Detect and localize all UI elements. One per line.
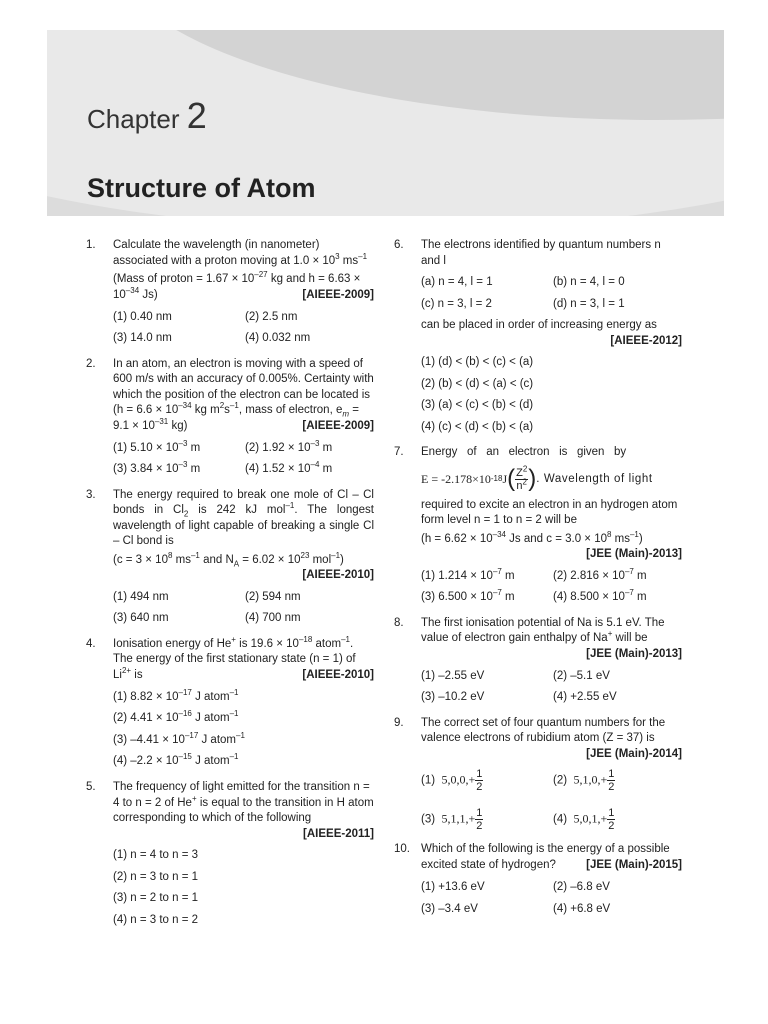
question-text: In an atom, an electron is moving with a speed of 600 m/s with an accuracy of 0.005%. Certainty with which the position of the electron can be located is ($h = 6.6 \times 10^{-34}$ kg $m^2s^{-1}$, mass of electron, $e_m = 9.1 \times 10^{-31}$ kg) <box>113 357 374 432</box>
option[interactable]: (4) $-2.2 \times 10^{-15}$ J atom$^{-1}$ <box>113 752 239 768</box>
question-text: The first ionisation potential of Na is 5.1 eV. The value of electron gain enthalpy of Na+ will be <box>421 616 665 645</box>
fraction: $\frac{Z^2}{n^2}$ <box>516 464 528 492</box>
question-7 <box>394 445 682 612</box>
option[interactable]: (3) 640 nm <box>113 612 169 625</box>
chapter-title: Structure of Atom <box>87 173 316 203</box>
option[interactable]: (3) (a) < (c) < (b) < (d) <box>421 399 534 412</box>
question-number: 8. <box>394 616 404 629</box>
option[interactable]: (2) n = 3 to n = 1 <box>113 870 199 883</box>
question-number: 4. <box>86 637 96 650</box>
option[interactable]: (3) 14.0 nm <box>113 332 172 345</box>
option[interactable]: (2) –5.1 eV <box>553 669 610 682</box>
exam-source: [AIEEE-2010] <box>302 669 374 682</box>
option[interactable]: (1) $1.214 \times 10^{-7}$ m <box>421 567 515 582</box>
quantum-number-items <box>421 275 682 312</box>
question-text: The energy required to break one mole of Cl – Cl bonds in $Cl_2$ is 242 kJ mol$^{-1}$. The longest wavelength of light capable of breaking a single Cl – Cl bond is <box>113 488 374 548</box>
option[interactable]: (4) (c) < (d) < (b) < (a) <box>421 420 534 433</box>
options <box>421 669 682 706</box>
options <box>421 355 682 435</box>
item: (d) n = 3, l = 1 <box>553 297 625 310</box>
question-number: 6. <box>394 239 404 251</box>
question-text: The frequency of light emitted for the transition n = 4 to n = 2 of He+ is equal to the transition in H atom corresponding to which of the following <box>113 780 374 825</box>
question-text-continued: can be placed in order of increasing energy as <box>421 319 657 332</box>
exam-source: [AIEEE-2012] <box>610 334 682 347</box>
option[interactable]: (3) n = 2 to n = 1 <box>113 892 199 905</box>
options <box>113 690 374 770</box>
question-note: (Mass of proton = $1.67 \times 10^{-27}$ kg and $h = 6.63 \times 10^{-34}$ Js) <box>113 270 361 301</box>
option[interactable]: (3) 5,1,1,+ $\frac{1}{2}$ <box>421 807 483 833</box>
option[interactable]: (1) 494 nm <box>113 590 169 603</box>
exam-source: [JEE (Main)-2015] <box>586 859 682 872</box>
options <box>421 569 682 606</box>
option[interactable]: (2) 5,1,0,+ $\frac{1}{2}$ <box>553 768 615 794</box>
option[interactable]: (2) (b) < (d) < (a) < (c) <box>421 377 534 390</box>
options <box>421 768 682 832</box>
question-number: 7. <box>394 446 404 459</box>
question-text: Ionisation energy of He+ is $19.6 \times 10^{-18}$ atom$^{-1}$. The energy of the first stationary state (n = 1) of $Li^{2+}$ is <box>113 635 356 681</box>
question-number: 1. <box>86 239 96 251</box>
question-9 <box>394 716 682 839</box>
option[interactable]: (1) 0.40 nm <box>113 310 172 323</box>
question-number: 9. <box>394 716 404 729</box>
option[interactable]: (2) $1.92 \times 10^{-3}$ m <box>245 438 333 454</box>
option[interactable]: (1) $8.82 \times 10^{-17}$ J atom$^{-1}$ <box>113 688 239 703</box>
option[interactable]: (3) –3.4 eV <box>421 902 478 915</box>
question-note: ($c = 3 \times 10^8$ $ms^{-1}$ and $N_A = 6.02 \times 10^{23}$ mol$^{-1}$) <box>113 550 344 569</box>
option[interactable]: (4) $8.500 \times 10^{-7}$ m <box>553 588 647 604</box>
question-text: Calculate the wavelength (in nanometer) associated with a proton moving at $1.0 \times 10^3$ $ms^{-1}$ <box>113 239 368 267</box>
question-text: The correct set of four quantum numbers for the valence electrons of rubidium atom (Z = 37) is <box>421 716 666 745</box>
option[interactable]: (4) 700 nm <box>245 612 301 625</box>
energy-formula: E = -2.178×10 -18 J ( $\frac{Z^2}{n^2}$ ) . Wavelength of light <box>421 464 653 493</box>
question-number: 2. <box>86 357 96 370</box>
option[interactable]: (4) n = 3 to n = 2 <box>113 913 199 926</box>
exam-source: [AIEEE-2009] <box>302 289 374 302</box>
question-text: The electrons identified by quantum numbers n and l <box>421 239 661 267</box>
option[interactable]: (1) n = 4 to n = 3 <box>113 849 199 862</box>
question-6 <box>394 238 682 441</box>
option[interactable]: (3) –10.2 eV <box>421 691 485 704</box>
option[interactable]: (3) $-4.41 \times 10^{-17}$ J atom$^{-1}$ <box>113 731 245 746</box>
question-5 <box>86 780 374 934</box>
option[interactable]: (2) $4.41 \times 10^{-16}$ J atom$^{-1}$ <box>113 709 239 725</box>
exam-source: [AIEEE-2011] <box>303 827 374 840</box>
item: (c) n = 3, l = 2 <box>421 297 492 310</box>
question-2 <box>86 357 374 484</box>
chapter-label <box>87 92 207 141</box>
right-column <box>394 238 682 927</box>
item: (a) n = 4, l = 1 <box>421 276 493 289</box>
question-3 <box>86 488 374 633</box>
options <box>113 310 374 347</box>
option[interactable]: (1) 5,0,0,+ $\frac{1}{2}$ <box>421 768 483 794</box>
chapter-word: Chapter <box>87 104 180 134</box>
option[interactable]: (4) $1.52 \times 10^{-4}$ m <box>245 460 333 476</box>
question-1 <box>86 238 374 353</box>
option[interactable]: (4) 0.032 nm <box>245 332 311 345</box>
chapter-number: 2 <box>186 95 207 136</box>
options <box>113 590 374 627</box>
option[interactable]: (1) (d) < (b) < (c) < (a) <box>421 356 534 369</box>
option[interactable]: (4) +6.8 eV <box>553 902 611 915</box>
options <box>113 848 374 928</box>
exam-source: [JEE (Main)-2013] <box>586 647 682 660</box>
question-number: 5. <box>86 780 96 793</box>
option[interactable]: (1) +13.6 eV <box>421 881 485 893</box>
option[interactable]: (1) –2.55 eV <box>421 669 485 682</box>
option[interactable]: (4) +2.55 eV <box>553 691 617 704</box>
item: (b) n = 4, l = 0 <box>553 276 625 289</box>
left-paren: ( <box>507 465 516 493</box>
question-number: 3. <box>86 488 96 501</box>
option[interactable]: (2) 594 nm <box>245 590 301 603</box>
question-note: ($h = 6.62 \times 10^{-34}$ Js and $c = 3.0 \times 10^8$ $ms^{-1}$) <box>421 530 643 545</box>
exam-source: [AIEEE-2009] <box>302 420 374 433</box>
question-text-continued: required to excite an electron in an hydrogen atom form level n = 1 to n = 2 will be <box>421 498 678 527</box>
question-text: Which of the following is the energy of a possible excited state of hydrogen? <box>421 843 670 871</box>
question-8 <box>394 616 682 712</box>
options <box>421 880 682 917</box>
question-10 <box>394 842 682 923</box>
option[interactable]: (2) $2.816 \times 10^{-7}$ m <box>553 567 647 582</box>
question-number: 10. <box>394 843 410 856</box>
question-text: Energy of an electron is given by <box>421 446 627 459</box>
options <box>113 438 374 478</box>
option[interactable]: (2) –6.8 eV <box>553 881 610 893</box>
option[interactable]: (3) $6.500 \times 10^{-7}$ m <box>421 588 515 604</box>
exam-source: [JEE (Main)-2014] <box>586 747 682 760</box>
left-column <box>86 238 374 938</box>
right-paren: ) <box>528 465 537 493</box>
question-4 <box>86 637 374 776</box>
option[interactable]: (1) $5.10 \times 10^{-3}$ m <box>113 438 201 454</box>
option[interactable]: (3) $3.84 \times 10^{-3}$ m <box>113 460 201 476</box>
option[interactable]: (2) 2.5 nm <box>245 310 298 323</box>
exam-source: [JEE (Main)-2013] <box>586 548 682 561</box>
option[interactable]: (4) 5,0,1,+ $\frac{1}{2}$ <box>553 807 615 833</box>
exam-source: [AIEEE-2010] <box>302 569 374 582</box>
